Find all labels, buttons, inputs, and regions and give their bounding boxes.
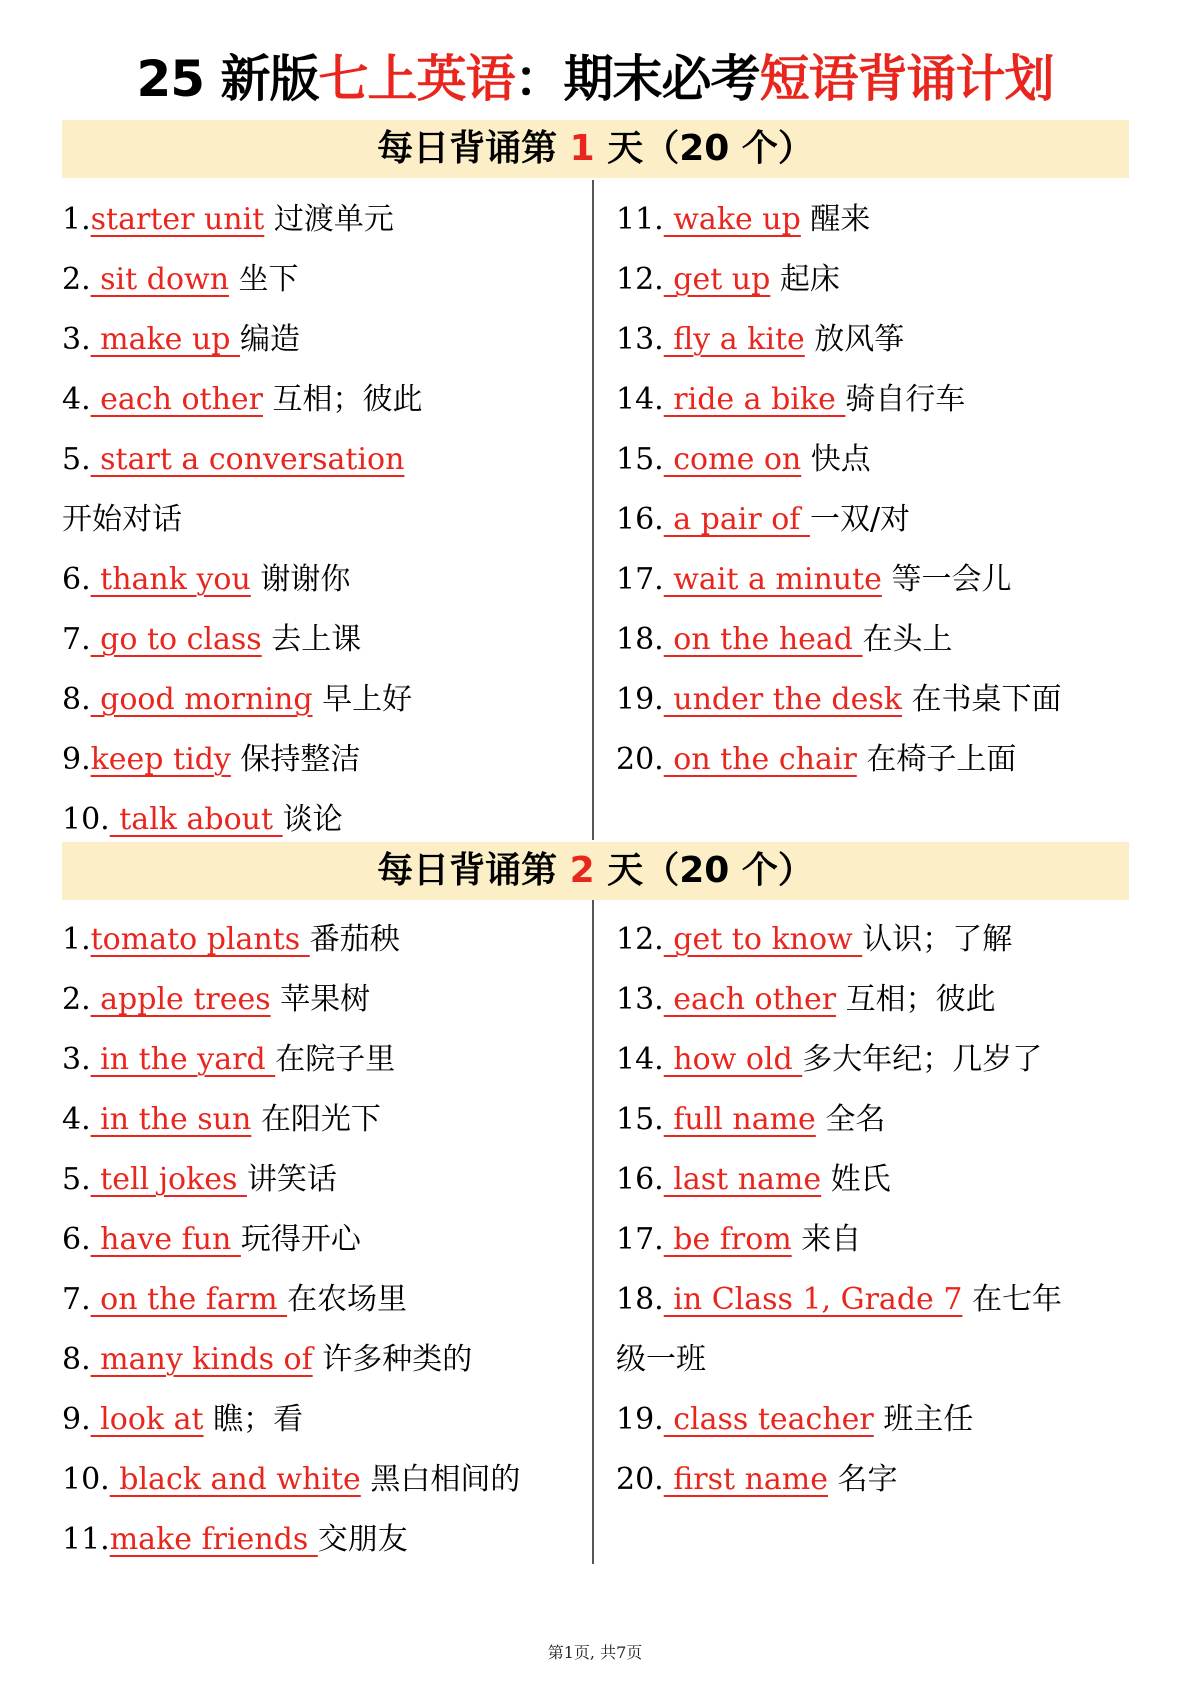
phrase-number: 17. <box>616 562 664 597</box>
phrase-chinese: 番茄秧 <box>309 922 400 957</box>
phrase-chinese: 等一会儿 <box>881 562 1012 597</box>
phrase-english: wait a minute <box>663 562 882 597</box>
phrase-english: full name <box>663 1102 816 1137</box>
phrase-chinese: 开始对话 <box>62 502 182 537</box>
phrase-english: on the farm <box>90 1282 288 1317</box>
phrase-number: 10. <box>62 1462 110 1497</box>
phrase-chinese: 级一班 <box>616 1342 706 1377</box>
phrase-item <box>616 1030 1156 1090</box>
phrase-item <box>616 670 1156 730</box>
phrase-item <box>616 1390 1156 1450</box>
phrase-item <box>616 430 1156 490</box>
phrase-item <box>616 370 1156 430</box>
day1-header-number: 1 <box>569 128 595 169</box>
phrase-item <box>616 1090 1156 1150</box>
phrase-number: 1. <box>62 202 91 237</box>
phrase-item <box>616 970 1156 1030</box>
phrase-number: 9. <box>62 742 91 777</box>
phrase-item <box>62 310 602 370</box>
phrase-chinese: 瞧；看 <box>203 1402 304 1437</box>
phrase-number: 16. <box>616 1162 664 1197</box>
phrase-english: last name <box>663 1162 822 1197</box>
phrase-number: 4. <box>62 1102 91 1137</box>
phrase-english: in Class 1, Grade 7 <box>663 1282 963 1317</box>
phrase-item <box>62 610 602 670</box>
phrase-chinese: 醒来 <box>800 202 871 237</box>
phrase-english: in the sun <box>90 1102 252 1137</box>
phrase-chinese: 在头上 <box>862 622 953 657</box>
phrase-item <box>62 1390 602 1450</box>
phrase-item <box>62 670 602 730</box>
phrase-english: wake up <box>663 202 801 237</box>
title-middle: ：期末必考 <box>514 50 760 108</box>
day2-left-column <box>62 910 602 1570</box>
phrase-english: start a conversation <box>90 442 405 477</box>
phrase-english: a pair of <box>663 502 810 537</box>
phrase-number: 14. <box>616 382 664 417</box>
phrase-number: 16. <box>616 502 664 537</box>
phrase-english: sit down <box>90 262 230 297</box>
phrase-chinese: 快点 <box>801 442 871 477</box>
phrase-number: 7. <box>62 1282 91 1317</box>
phrase-item <box>616 910 1156 970</box>
phrase-item <box>616 1270 1156 1330</box>
page-title <box>0 44 1190 114</box>
phrase-number: 5. <box>62 1162 91 1197</box>
phrase-item <box>616 1150 1156 1210</box>
day1-left-column <box>62 190 602 850</box>
phrase-english: tomato plants <box>90 922 310 957</box>
phrase-number: 1. <box>62 922 91 957</box>
phrase-number: 12. <box>616 922 664 957</box>
phrase-english: make up <box>90 322 241 357</box>
phrase-item <box>62 1030 602 1090</box>
phrase-chinese: 放风筝 <box>804 322 905 357</box>
phrase-chinese: 全名 <box>815 1102 886 1137</box>
phrase-chinese: 谢谢你 <box>250 562 351 597</box>
day1-right-column <box>616 190 1156 790</box>
phrase-number: 11. <box>62 1522 110 1557</box>
phrase-chinese: 来自 <box>791 1222 862 1257</box>
phrase-chinese: 班主任 <box>873 1402 974 1437</box>
phrase-number: 4. <box>62 382 91 417</box>
phrase-item <box>62 1210 602 1270</box>
phrase-english: class teacher <box>663 1402 874 1437</box>
phrase-english: keep tidy <box>90 742 231 777</box>
phrase-english: fly a kite <box>663 322 805 357</box>
phrase-number: 8. <box>62 1342 91 1377</box>
phrase-english: in the yard <box>90 1042 276 1077</box>
day2-header <box>62 842 1129 900</box>
phrase-chinese: 一双/对 <box>809 502 911 537</box>
phrase-chinese: 在书桌下面 <box>901 682 1062 717</box>
phrase-chinese: 互相；彼此 <box>263 382 423 417</box>
phrase-number: 8. <box>62 682 91 717</box>
phrase-number: 10. <box>62 802 110 837</box>
phrase-item <box>616 550 1156 610</box>
phrase-chinese: 坐下 <box>229 262 299 297</box>
phrase-number: 5. <box>62 442 91 477</box>
phrase-english: starter unit <box>90 202 265 237</box>
phrase-number: 19. <box>616 682 664 717</box>
phrase-english: how old <box>663 1042 803 1077</box>
phrase-item <box>616 1330 1156 1390</box>
phrase-chinese: 去上课 <box>261 622 362 657</box>
day2-right-column <box>616 910 1156 1510</box>
phrase-number: 2. <box>62 262 91 297</box>
phrase-number: 11. <box>616 202 664 237</box>
phrase-english: on the chair <box>663 742 857 777</box>
phrase-item <box>62 1510 602 1570</box>
phrase-english: talk about <box>109 802 283 837</box>
phrase-item <box>616 250 1156 310</box>
phrase-english: black and white <box>109 1462 361 1497</box>
phrase-number: 20. <box>616 1462 664 1497</box>
page-footer: 第1页, 共7页 <box>547 1643 643 1662</box>
phrase-english: each other <box>90 382 263 417</box>
phrase-number: 20. <box>616 742 664 777</box>
day1-header-prefix: 每日背诵第 <box>377 128 570 169</box>
phrase-item <box>616 190 1156 250</box>
phrase-item <box>62 430 602 490</box>
phrase-chinese: 在院子里 <box>275 1042 396 1077</box>
phrase-item <box>62 370 602 430</box>
phrase-english: get up <box>663 262 771 297</box>
phrase-item <box>62 190 602 250</box>
phrase-chinese: 多大年纪；几岁了 <box>802 1042 1043 1077</box>
phrase-item <box>62 490 602 550</box>
phrase-english: many kinds of <box>90 1342 313 1377</box>
phrase-english: get to know <box>663 922 863 957</box>
phrase-number: 6. <box>62 1222 91 1257</box>
phrase-chinese: 骑自行车 <box>845 382 966 417</box>
phrase-chinese: 许多种类的 <box>312 1342 473 1377</box>
phrase-number: 13. <box>616 322 664 357</box>
phrase-english: look at <box>90 1402 204 1437</box>
phrase-number: 14. <box>616 1042 664 1077</box>
phrase-number: 7. <box>62 622 91 657</box>
phrase-chinese: 黑白相间的 <box>360 1462 521 1497</box>
phrase-item <box>62 910 602 970</box>
day2-header-prefix: 每日背诵第 <box>377 850 570 891</box>
phrase-chinese: 讲笑话 <box>246 1162 337 1197</box>
phrase-item <box>62 1150 602 1210</box>
day2-header-suffix: 天（20 个） <box>594 850 814 891</box>
phrase-chinese: 编造 <box>240 322 301 357</box>
phrase-chinese: 早上好 <box>312 682 413 717</box>
phrase-chinese: 苹果树 <box>270 982 371 1017</box>
phrase-english: each other <box>663 982 837 1017</box>
phrase-english: tell jokes <box>90 1162 247 1197</box>
phrase-english: come on <box>663 442 802 477</box>
phrase-number: 6. <box>62 562 91 597</box>
phrase-english: ride a bike <box>663 382 846 417</box>
phrase-item <box>616 310 1156 370</box>
phrase-item <box>62 1450 602 1510</box>
phrase-number: 12. <box>616 262 664 297</box>
phrase-item <box>62 970 602 1030</box>
phrase-english: make friends <box>109 1522 318 1557</box>
phrase-chinese: 认识；了解 <box>862 922 1013 957</box>
phrase-chinese: 互相；彼此 <box>836 982 996 1017</box>
phrase-chinese: 在椅子上面 <box>856 742 1017 777</box>
phrase-item <box>62 250 602 310</box>
phrase-english: under the desk <box>663 682 902 717</box>
phrase-item <box>62 730 602 790</box>
phrase-english: thank you <box>90 562 251 597</box>
phrase-number: 9. <box>62 1402 91 1437</box>
phrase-number: 2. <box>62 982 91 1017</box>
phrase-english: have fun <box>90 1222 241 1257</box>
phrase-english: be from <box>663 1222 792 1257</box>
phrase-chinese: 名字 <box>828 1462 898 1497</box>
title-subject: 七上英语 <box>318 50 515 108</box>
title-prefix: 25 新版 <box>136 50 319 108</box>
phrase-chinese: 起床 <box>770 262 840 297</box>
day1-header-suffix: 天（20 个） <box>594 128 814 169</box>
phrase-item <box>616 490 1156 550</box>
phrase-number: 13. <box>616 982 664 1017</box>
phrase-chinese: 在阳光下 <box>251 1102 381 1137</box>
title-plan: 短语背诵计划 <box>759 50 1054 108</box>
phrase-item <box>616 1210 1156 1270</box>
phrase-english: good morning <box>90 682 313 717</box>
phrase-english: first name <box>663 1462 829 1497</box>
phrase-item <box>616 610 1156 670</box>
phrase-chinese: 谈论 <box>282 802 343 837</box>
phrase-item <box>62 790 602 850</box>
phrase-item <box>62 1270 602 1330</box>
phrase-number: 3. <box>62 322 91 357</box>
phrase-english: go to class <box>90 622 262 657</box>
phrase-item <box>616 1450 1156 1510</box>
phrase-number: 15. <box>616 1102 664 1137</box>
phrase-number: 3. <box>62 1042 91 1077</box>
day1-header <box>62 120 1129 178</box>
phrase-chinese: 在农场里 <box>287 1282 408 1317</box>
phrase-chinese: 在七年 <box>962 1282 1062 1317</box>
day2-header-number: 2 <box>569 850 595 891</box>
phrase-chinese: 交朋友 <box>317 1522 408 1557</box>
phrase-number: 15. <box>616 442 664 477</box>
phrase-chinese: 姓氏 <box>821 1162 891 1197</box>
phrase-item <box>62 1330 602 1390</box>
phrase-item <box>62 550 602 610</box>
phrase-number: 18. <box>616 1282 664 1317</box>
phrase-chinese: 保持整洁 <box>230 742 361 777</box>
phrase-chinese: 玩得开心 <box>240 1222 361 1257</box>
phrase-chinese: 过渡单元 <box>264 202 394 237</box>
phrase-number: 17. <box>616 1222 664 1257</box>
phrase-number: 18. <box>616 622 664 657</box>
phrase-english: on the head <box>663 622 863 657</box>
phrase-english: apple trees <box>90 982 271 1017</box>
phrase-item <box>616 730 1156 790</box>
phrase-item <box>62 1090 602 1150</box>
phrase-number: 19. <box>616 1402 664 1437</box>
